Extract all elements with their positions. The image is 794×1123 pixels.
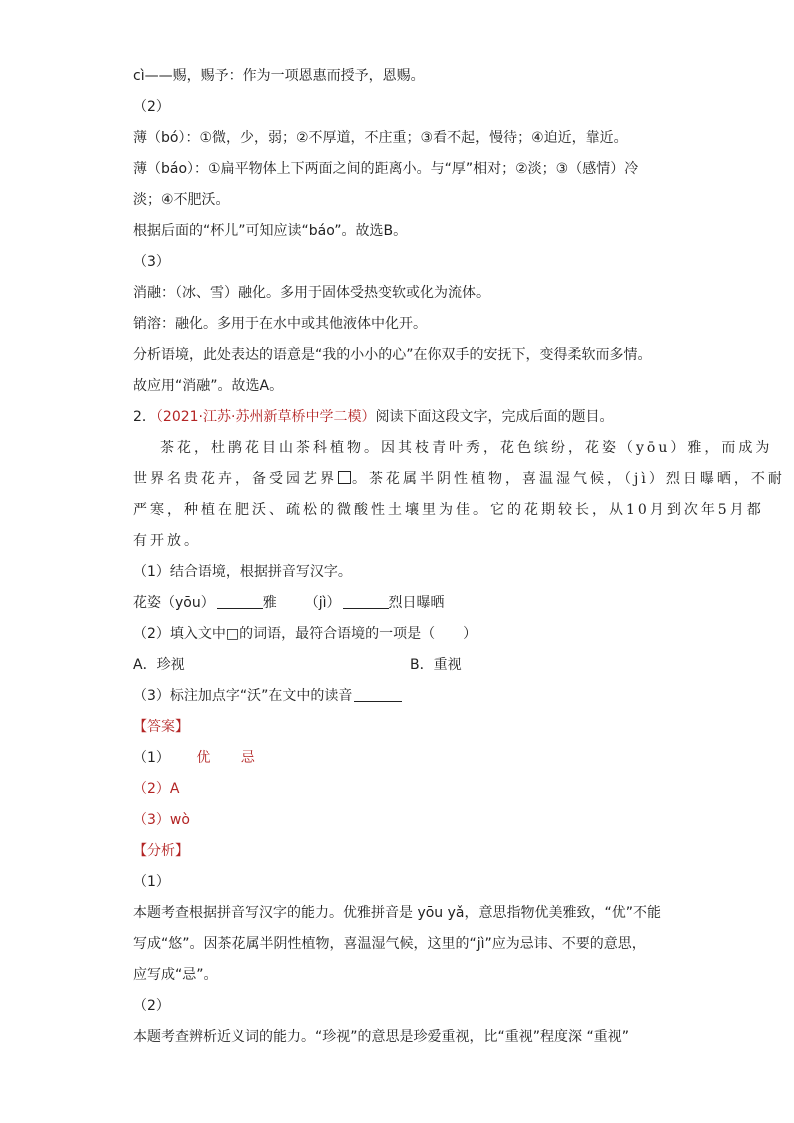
text-line: （2） [133, 99, 170, 115]
answer-label: 【答案】 [133, 719, 189, 735]
text-line: （1） [133, 874, 170, 890]
passage-text: 。茶花属半阴性植物，喜温湿气候，（jì）烈日曝晒，不耐 [352, 471, 785, 487]
text-line: （2） [133, 998, 170, 1014]
blank-box [338, 471, 351, 484]
answer-3: （3）wò [133, 812, 190, 828]
text-line: 销溶：融化。多用于在水中或其他液体中化开。 [133, 316, 427, 332]
question-prompt: 阅读下面这段文字，完成后面的题目。 [375, 409, 614, 425]
question-number: 2． [133, 409, 156, 425]
sub-question-3 [133, 686, 402, 706]
passage-line: 茶花，杜鹃花目山茶科植物。因其枝青叶秀，花色缤纷，花姿（yōu）雅，而成为 [160, 440, 773, 456]
answer-2: （2）A [133, 781, 180, 797]
text-line: （3） [133, 254, 170, 270]
text-line: 故应用“消融”。故选A。 [133, 378, 284, 394]
sub-question-1: （1）结合语境，根据拼音写汉字。 [133, 564, 352, 580]
text-line: 分析语境，此处表达的语意是“我的小小的心”在你双手的安抚下，变得柔软而多情。 [133, 347, 652, 363]
text-line: 消融：（冰、雪）融化。多用于固体受热变软或化为流体。 [133, 285, 490, 301]
prompt-text: （jì） [304, 595, 341, 611]
text-line: 淡；④不肥沃。 [133, 192, 230, 208]
text-line: cì——赐，赐予：作为一项恩惠而授予，恩赐。 [133, 68, 425, 84]
answer-value: 优 [196, 750, 211, 766]
passage-line: 有开放。 [133, 533, 201, 549]
passage-text: 世界名贵花卉，备受园艺界 [133, 471, 337, 487]
prompt-text: 烈日曝晒 [388, 595, 445, 611]
answer-1 [133, 748, 255, 768]
option-b: B．重视 [410, 657, 462, 673]
text-line: 应写成“忌”。 [133, 967, 218, 983]
question-source: （2021·江苏·苏州新草桥中学二模） [155, 409, 376, 425]
answer-blank [354, 687, 402, 702]
analysis-label: 【分析】 [133, 843, 189, 859]
sub-question-2: （2）填入文中□的词语，最符合语境的一项是（ ） [133, 626, 478, 642]
text-line: 根据后面的“杯儿”可知应读“báo”。故选B。 [133, 223, 408, 239]
passage-line [133, 469, 785, 489]
text-line: 本题考查根据拼音写汉字的能力。优雅拼音是 yōu yǎ，意思指物优美雅致，“优”不能 [133, 905, 661, 921]
prompt-text: 花姿（yōu） [133, 595, 215, 611]
sub-question-1-blanks [133, 593, 445, 613]
answer-blank [343, 594, 389, 609]
text-line: 薄（báo）：①扁平物体上下两面之间的距离小。与“厚”相对；②淡；③（感情）冷 [133, 161, 639, 177]
text-line: 写成“悠”。因茶花属半阴性植物，喜温湿气候，这里的“jì”应为忌讳、不要的意思， [133, 936, 646, 952]
options-row [133, 655, 613, 675]
answer-value: 忌 [240, 750, 255, 766]
prompt-text: 雅 [262, 595, 277, 611]
question-2-header [133, 407, 613, 427]
option-a: A．珍视 [133, 657, 185, 673]
passage-line: 严寒，种植在肥沃、疏松的微酸性土壤里为佳。它的花期较长，从10月到次年5月都 [133, 502, 764, 518]
answer-blank [217, 594, 263, 609]
text-line: 薄（bó）：①微，少，弱；②不厚道，不庄重；③看不起，慢待；④迫近，靠近。 [133, 130, 628, 146]
text-line: 本题考查辨析近义词的能力。“珍视”的意思是珍爱重视，比“重视”程度深 “重视” [133, 1029, 629, 1045]
prompt-text: （3）标注加点字“沃”在文中的读音 [133, 688, 353, 704]
answer-number: （1） [133, 750, 170, 766]
